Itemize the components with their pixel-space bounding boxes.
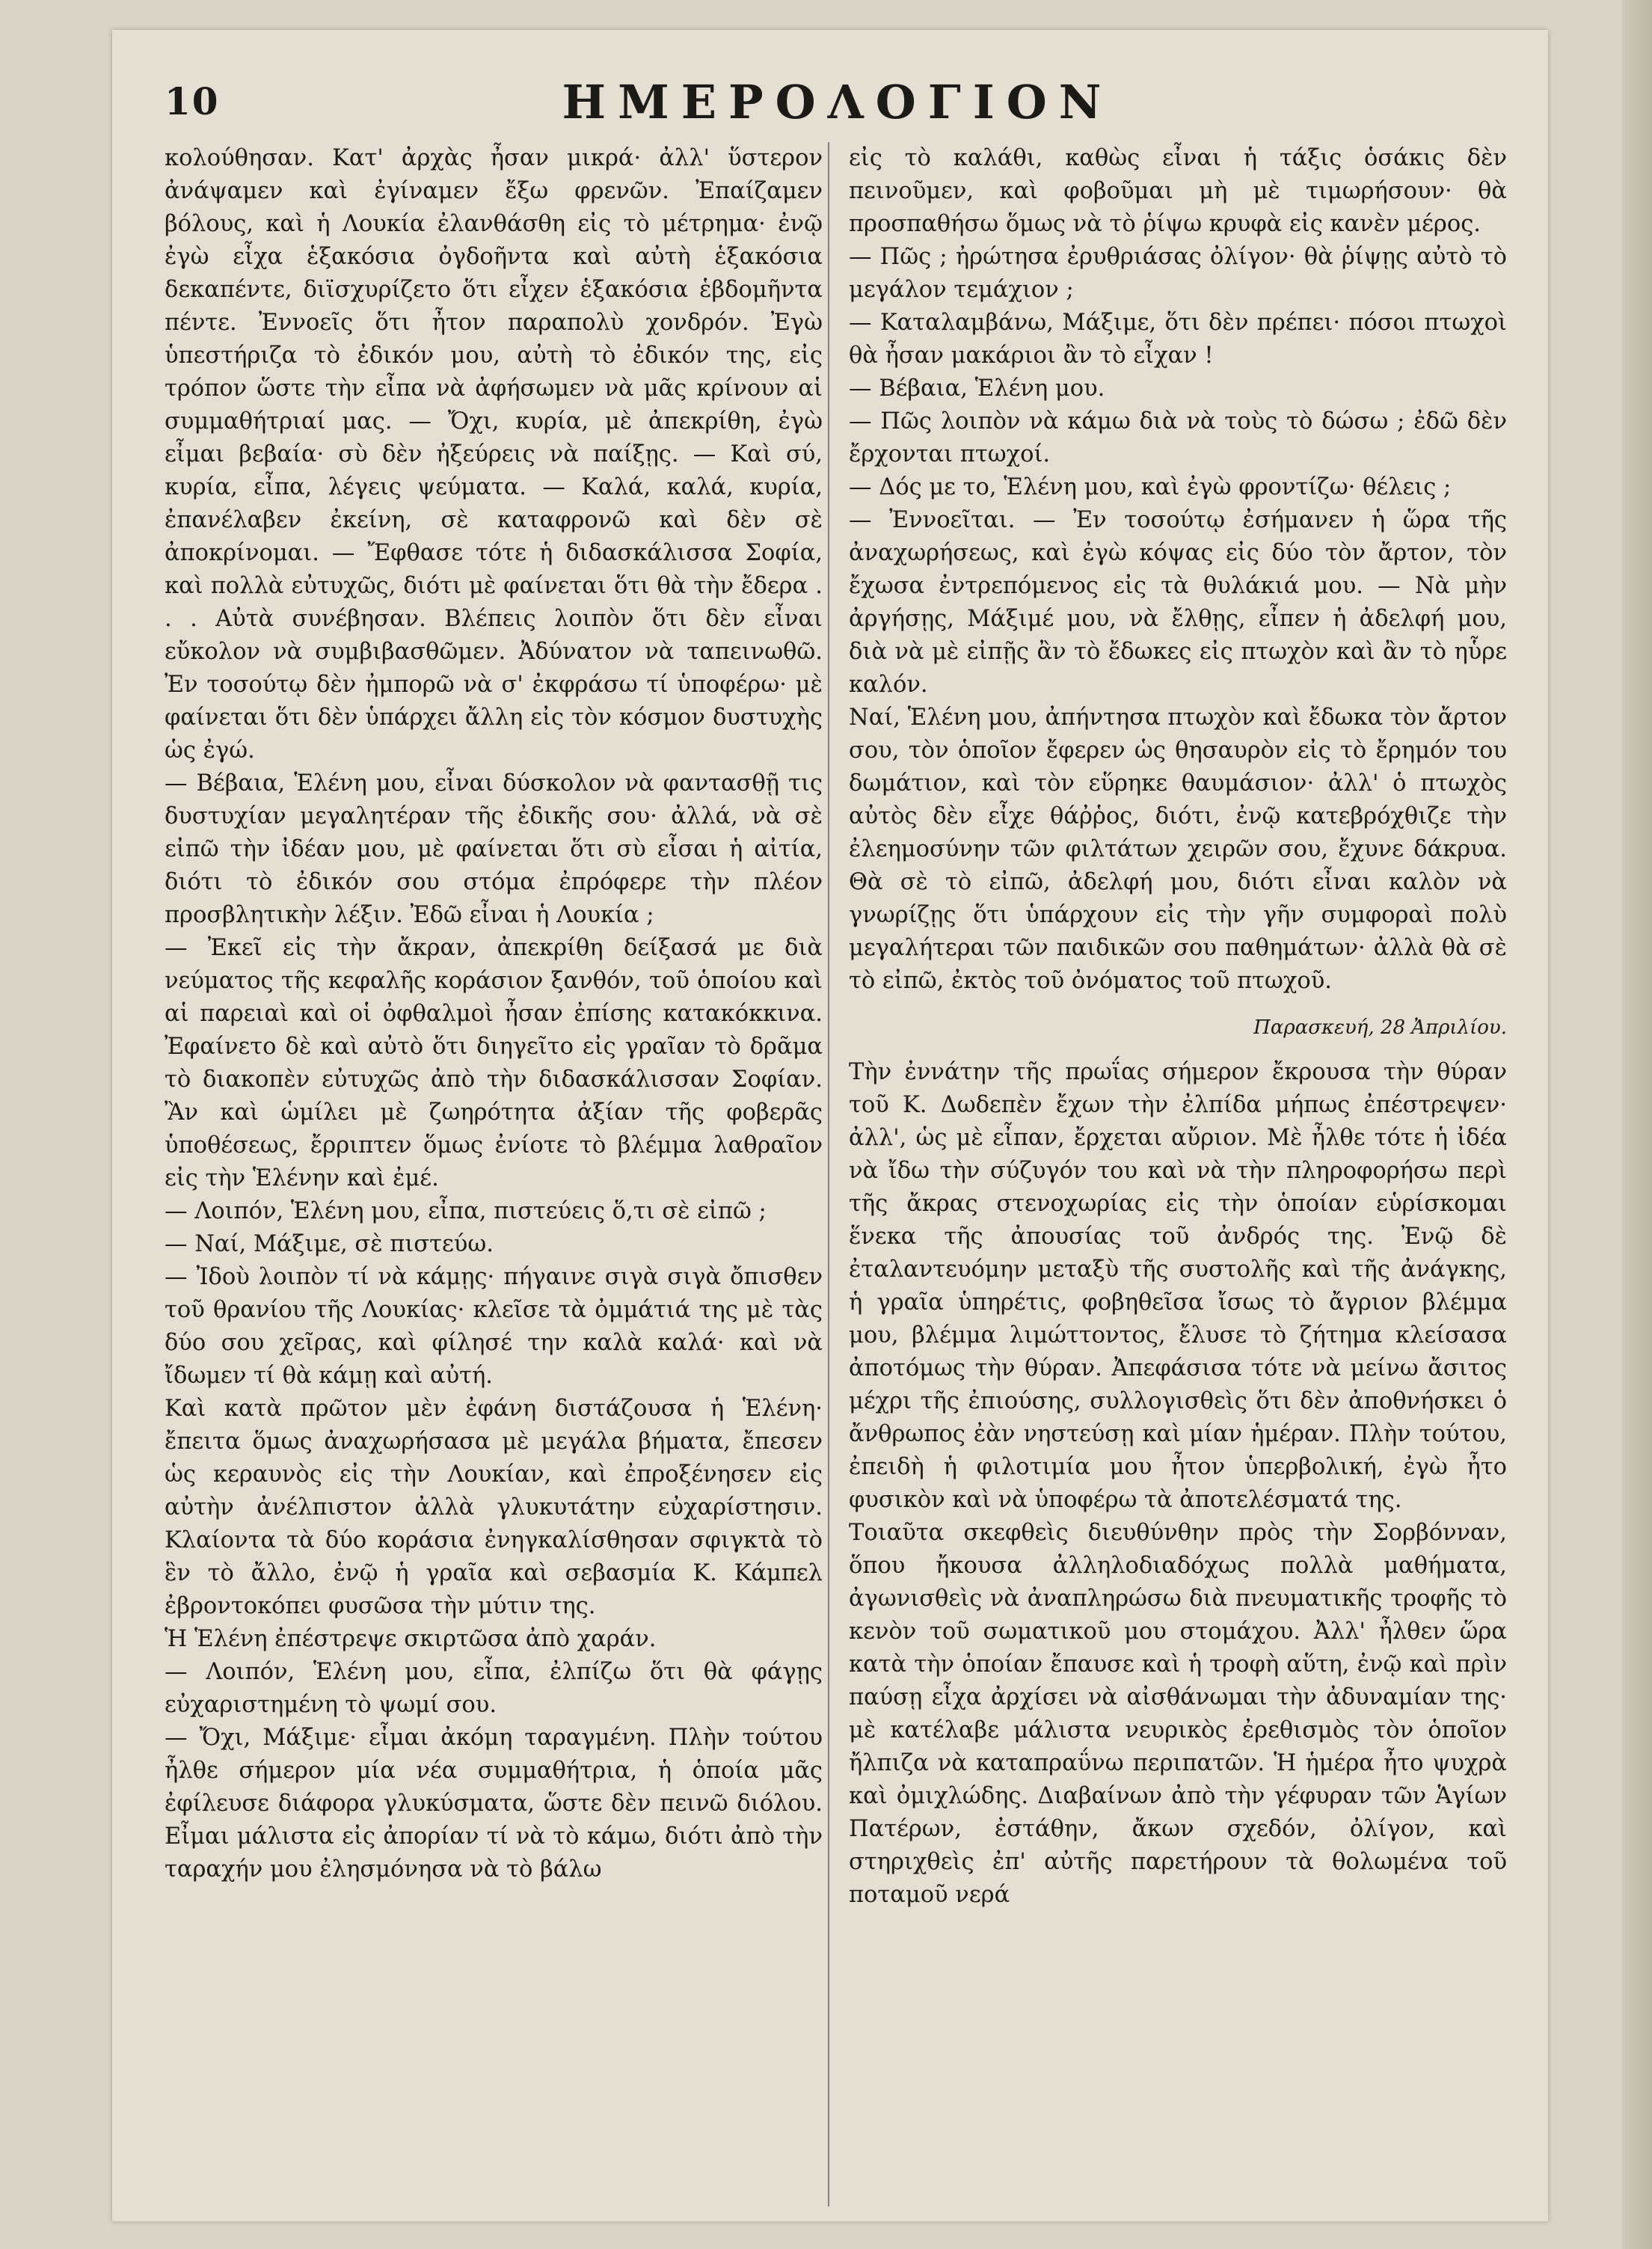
paragraph: κολούθησαν. Κατ' ἀρχὰς ἦσαν μικρά· ἀλλ' ὕστερον ἀνάψαμεν καὶ ἐγίναμεν ἔξω φρενῶν. Ἐπαίζαμεν βόλους, καὶ ἡ Λουκία ἐλανθάσθη εἰς τὸ μέτρημα· ἐνῷ ἐγὼ εἶχα ἑξακόσια ὀγδοῆντα καὶ αὐτὴ ἑξακόσια δεκαπέντε, διϊσχυρίζετο ὅτι εἶχεν ἑξακόσια ἑβδομῆντα πέντε. Ἐννοεῖς ὅτι ἦτον παραπολὺ χονδρόν. Ἐγὼ ὑπεστήριζα τὸ ἐδικόν μου, αὐτὴ τὸ ἐδικόν της, εἰς τρόπον ὥστε τὴν εἶπα νὰ ἀφήσωμεν νὰ μᾶς κρίνουν αἱ συμμαθήτριαί μας. — Ὄχι, κυρία, μὲ ἀπεκρίθη, ἐγὼ εἶμαι βεβαία· σὺ δὲν ἠξεύρεις νὰ παίξῃς. — Καὶ σύ, κυρία, εἶπα, λέγεις ψεύματα. — Καλά, καλά, κυρία, ἐπανέλαβεν ἐκείνη, σὲ καταφρονῶ καὶ δὲν σὲ ἀποκρίνομαι. — Ἔφθασε τότε ἡ διδασκάλισσα Σοφία, καὶ πολλὰ εὐτυχῶς, διότι μὲ φαίνεται ὅτι θὰ τὴν ἔδερα . . . Αὐτὰ συνέβησαν. Βλέπεις λοιπὸν ὅτι δὲν εἶναι εὔκολον νὰ συμβιβασθῶμεν. Ἀδύνατον νὰ ταπεινωθῶ. Ἐν τοσούτῳ δὲν ἠμπορῶ νὰ σ' ἐκφράσω τί ὑποφέρω· μὲ φαίνεται ὅτι δὲν ὑπάρχει ἄλλη εἰς τὸν κόσμον δυστυχὴς ὡς ἐγώ. xyxy=(165,145,823,764)
paragraph: Τὴν ἐννάτην τῆς πρωΐας σήμερον ἔκρουσα τὴν θύραν τοῦ Κ. Δωδεπὲν ἔχων τὴν ἐλπίδα μήπως ἐπέστρεψεν· ἀλλ', ὡς μὲ εἶπαν, ἔρχεται αὔριον. Μὲ ἦλθε τότε ἡ ἰδέα νὰ ἴδω τὴν σύζυγόν του καὶ νὰ τὴν πληροφορήσω περὶ τῆς ἄκρας στενοχωρίας εἰς τὴν ὁποίαν εὑρίσκομαι ἕνεκα τῆς ἀπουσίας τοῦ ἀνδρός της. Ἐνῷ δὲ ἐταλαντευόμην μεταξὺ τῆς συστολῆς καὶ τῆς ἀνάγκης, ἡ γραῖα ὑπηρέτις, φοβηθεῖσα ἴσως τὸ ἄγριον βλέμμα μου, βλέμμα λιμώττοντος, ἔλυσε τὸ ζήτημα κλείσασα ἀποτόμως τὴν θύραν. Ἀπεφάσισα τότε νὰ μείνω ἄσιτος μέχρι τῆς ἐπιούσης, συλλογισθεὶς ὅτι δὲν ἀποθνήσκει ὁ ἄνθρωπος ἐὰν νηστεύσῃ καὶ μίαν ἡμέραν. Πλὴν τούτου, ἐπειδὴ ἡ φιλοτιμία μου ἦτον ὑπερβολική, ἐγὼ ἦτο φυσικὸν καὶ νὰ ὑποφέρω τὰ ἀποτελέσματά της. xyxy=(849,1059,1507,1513)
paragraph: — Πῶς λοιπὸν νὰ κάμω διὰ νὰ τοὺς τὸ δώσω ; ἐδῶ δὲν ἔρχονται πτωχοί. xyxy=(849,408,1507,467)
left-column xyxy=(165,142,823,2206)
paragraph: — Λοιπόν, Ἑλένη μου, εἶπα, πιστεύεις ὅ,τι σὲ εἰπῶ ; xyxy=(165,1198,767,1224)
right-column xyxy=(849,142,1507,2206)
paragraph: Ἡ Ἑλένη ἐπέστρεψε σκιρτῶσα ἀπὸ χαράν. xyxy=(165,1626,657,1652)
page-header xyxy=(165,60,1511,142)
book-gutter xyxy=(1622,0,1652,2249)
paragraph: — Ναί, Μάξιμε, σὲ πιστεύω. xyxy=(165,1231,494,1257)
paragraph: — Βέβαια, Ἑλένη μου, εἶναι δύσκολον νὰ φαντασθῇ τις δυστυχίαν μεγαλητέραν τῆς ἐδικῆς σου· ἀλλά, νὰ σὲ εἰπῶ τὴν ἰδέαν μου, μὲ φαίνεται ὅτι σὺ εἶσαι ἡ αἰτία, διότι τὸ ἐδικόν σου στόμα ἐπρόφερε τὴν πλέον προσβλητικὴν λέξιν. Ἐδῶ εἶναι ἡ Λουκία ; xyxy=(165,770,823,928)
paragraph: — Λοιπόν, Ἑλένη μου, εἶπα, ἐλπίζω ὅτι θὰ φάγῃς εὐχαριστημένη τὸ ψωμί σου. xyxy=(165,1659,823,1718)
paragraph: — Δός με το, Ἑλένη μου, καὶ ἐγὼ φροντίζω· θέλεις ; xyxy=(849,474,1452,500)
paragraph: Τοιαῦτα σκεφθεὶς διευθύνθην πρὸς τὴν Σορβόνναν, ὅπου ἤκουσα ἀλληλοδιαδόχως πολλὰ μαθήματα, ἀγωνισθεὶς νὰ ἀναπληρώσω διὰ πνευματικῆς τροφῆς τὸ κενὸν τοῦ σωματικοῦ μου στομάχου. Ἀλλ' ἦλθεν ὥρα κατὰ τὴν ὁποίαν ἔπαυσε καὶ ἡ τροφὴ αὕτη, ἐνῷ καὶ πρὶν παύσῃ εἶχα ἀρχίσει νὰ αἰσθάνωμαι τὴν ἀδυναμίαν της· μὲ κατέλαβε μάλιστα νευρικὸς ἐρεθισμὸς τὸν ὁποῖον ἤλπιζα νὰ καταπραΰνω περιπατῶν. Ἡ ἡμέρα ἦτο ψυχρὰ καὶ ὀμιχλώδης. Διαβαίνων ἀπὸ τὴν γέφυραν τῶν Ἁγίων Πατέρων, ἐστάθην, ἄκων σχεδόν, ὀλίγον, καὶ στηριχθεὶς ἐπ' αὐτῆς παρετήρουν τὰ θολωμένα τοῦ ποταμοῦ νερά xyxy=(849,1520,1507,1908)
paragraph: — Ἰδοὺ λοιπὸν τί νὰ κάμῃς· πήγαινε σιγὰ σιγὰ ὄπισθεν τοῦ θρανίου τῆς Λουκίας· κλεῖσε τὰ ὀμμάτιά της μὲ τὰς δύο σου χεῖρας, καὶ φίλησέ την καλὰ καλά· καὶ νὰ ἴδωμεν τί θὰ κάμῃ καὶ αὐτή. xyxy=(165,1264,823,1389)
paragraph: Ναί, Ἑλένη μου, ἀπήντησα πτωχὸν καὶ ἔδωκα τὸν ἄρτον σου, τὸν ὁποῖον ἔφερεν ὡς θησαυρὸν εἰς τὸ ἔρημόν του δωμάτιον, καὶ τὸν εὕρηκε θαυμάσιον· ἀλλ' ὁ πτωχὸς αὐτὸς δὲν εἶχε θάῤῥος, διότι, ἐνῷ κατεβρόχθιζε τὴν ἐλεημοσύνην τῶν φιλτάτων χειρῶν σου, ἔχυνε δάκρυα. Θὰ σὲ τὸ εἰπῶ, ἀδελφή μου, διότι εἶναι καλὸν νὰ γνωρίζῃς ὅτι ὑπάρχουν εἰς τὴν γῆν συμφοραὶ πολὺ μεγαλήτεραι τῶν παιδικῶν σου παθημάτων· ἀλλὰ θὰ σὲ τὸ εἰπῶ, ἐκτὸς τοῦ ὀνόματος τοῦ πτωχοῦ. xyxy=(849,705,1507,994)
dateline: Παρασκευή, 28 Ἀπριλίου. xyxy=(1253,1016,1507,1039)
paragraph: Καὶ κατὰ πρῶτον μὲν ἐφάνη διστάζουσα ἡ Ἑλένη· ἔπειτα ὅμως ἀναχωρήσασα μὲ μεγάλα βήματα, ἔπεσεν ὡς κεραυνὸς εἰς τὴν Λουκίαν, καὶ ἐπροξένησεν εἰς αὐτὴν ἀνέλπιστον ἀλλὰ γλυκυτάτην εὐχαρίστησιν. Κλαίοντα τὰ δύο κοράσια ἐνηγκαλίσθησαν σφιγκτὰ τὸ ἓν τὸ ἄλλο, ἐνῷ ἡ γραῖα καὶ σεβασμία Κ. Κάμπελ ἐβροντοκόπει φυσῶσα τὴν μύτιν της. xyxy=(165,1396,823,1619)
paragraph: — Καταλαμβάνω, Μάξιμε, ὅτι δὲν πρέπει· πόσοι πτωχοὶ θὰ ἦσαν μακάριοι ἂν τὸ εἶχαν ! xyxy=(849,310,1507,369)
page-number: 10 xyxy=(165,79,220,123)
paragraph: — Πῶς ; ἠρώτησα ἐρυθριάσας ὀλίγον· θὰ ῥίψῃς αὐτὸ τὸ μεγάλον τεμάχιον ; xyxy=(849,244,1507,303)
running-title: ΗΜΕΡΟΛΟΓΙΟΝ xyxy=(562,75,1114,129)
paragraph: εἰς τὸ καλάθι, καθὼς εἶναι ἡ τάξις ὁσάκις δὲν πεινοῦμεν, καὶ φοβοῦμαι μὴ μὲ τιμωρήσουν· θὰ προσπαθήσω ὅμως νὰ τὸ ῥίψω κρυφὰ εἰς κανὲν μέρος. xyxy=(849,145,1507,237)
book-page xyxy=(112,30,1548,2221)
paragraph: — Ὄχι, Μάξιμε· εἶμαι ἀκόμη ταραγμένη. Πλὴν τούτου ἦλθε σήμερον μία νέα συμμαθήτρια, ἡ ὁποία μᾶς ἐφίλευσε διάφορα γλυκύσματα, ὥστε δὲν πεινῶ διόλου. Εἶμαι μάλιστα εἰς ἀπορίαν τί νὰ τὸ κάμω, διότι ἀπὸ τὴν ταραχήν μου ἐλησμόνησα νὰ τὸ βάλω xyxy=(165,1725,823,1883)
paragraph: — Βέβαια, Ἑλένη μου. xyxy=(849,375,1105,402)
paragraph: — Ἐκεῖ εἰς τὴν ἄκραν, ἀπεκρίθη δείξασά με διὰ νεύματος τῆς κεφαλῆς κοράσιον ξανθόν, τοῦ ὁποίου καὶ αἱ παρειαὶ καὶ οἱ ὀφθαλμοὶ ἦσαν ἐπίσης κατακόκκινα. Ἐφαίνετο δὲ καὶ αὐτὸ ὅτι διηγεῖτο εἰς γραῖαν τὸ δρᾶμα τὸ διακοπὲν εὐτυχῶς ἀπὸ τὴν διδασκάλισσαν Σοφίαν. Ἂν καὶ ὡμίλει μὲ ζωηρότητα ἀξίαν τῆς φοβερᾶς ὑποθέσεως, ἔρριπτεν ὅμως ἐνίοτε τὸ βλέμμα λαθραῖον εἰς τὴν Ἑλένην καὶ ἐμέ. xyxy=(165,935,823,1191)
paragraph: — Ἐννοεῖται. — Ἐν τοσούτῳ ἐσήμανεν ἡ ὥρα τῆς ἀναχωρήσεως, καὶ ἐγὼ κόψας εἰς δύο τὸν ἄρτον, τὸν ἔχωσα ἐντρεπόμενος εἰς τὰ θυλάκιά μου. — Νὰ μὴν ἀργήσῃς, Μάξιμέ μου, νὰ ἔλθῃς, εἶπεν ἡ ἀδελφή μου, διὰ νὰ μὲ εἰπῇς ἂν τὸ ἔδωκες εἰς πτωχὸν καὶ ἂν τὸ ηὗρε καλόν. xyxy=(849,507,1507,698)
column-divider xyxy=(828,142,829,2206)
